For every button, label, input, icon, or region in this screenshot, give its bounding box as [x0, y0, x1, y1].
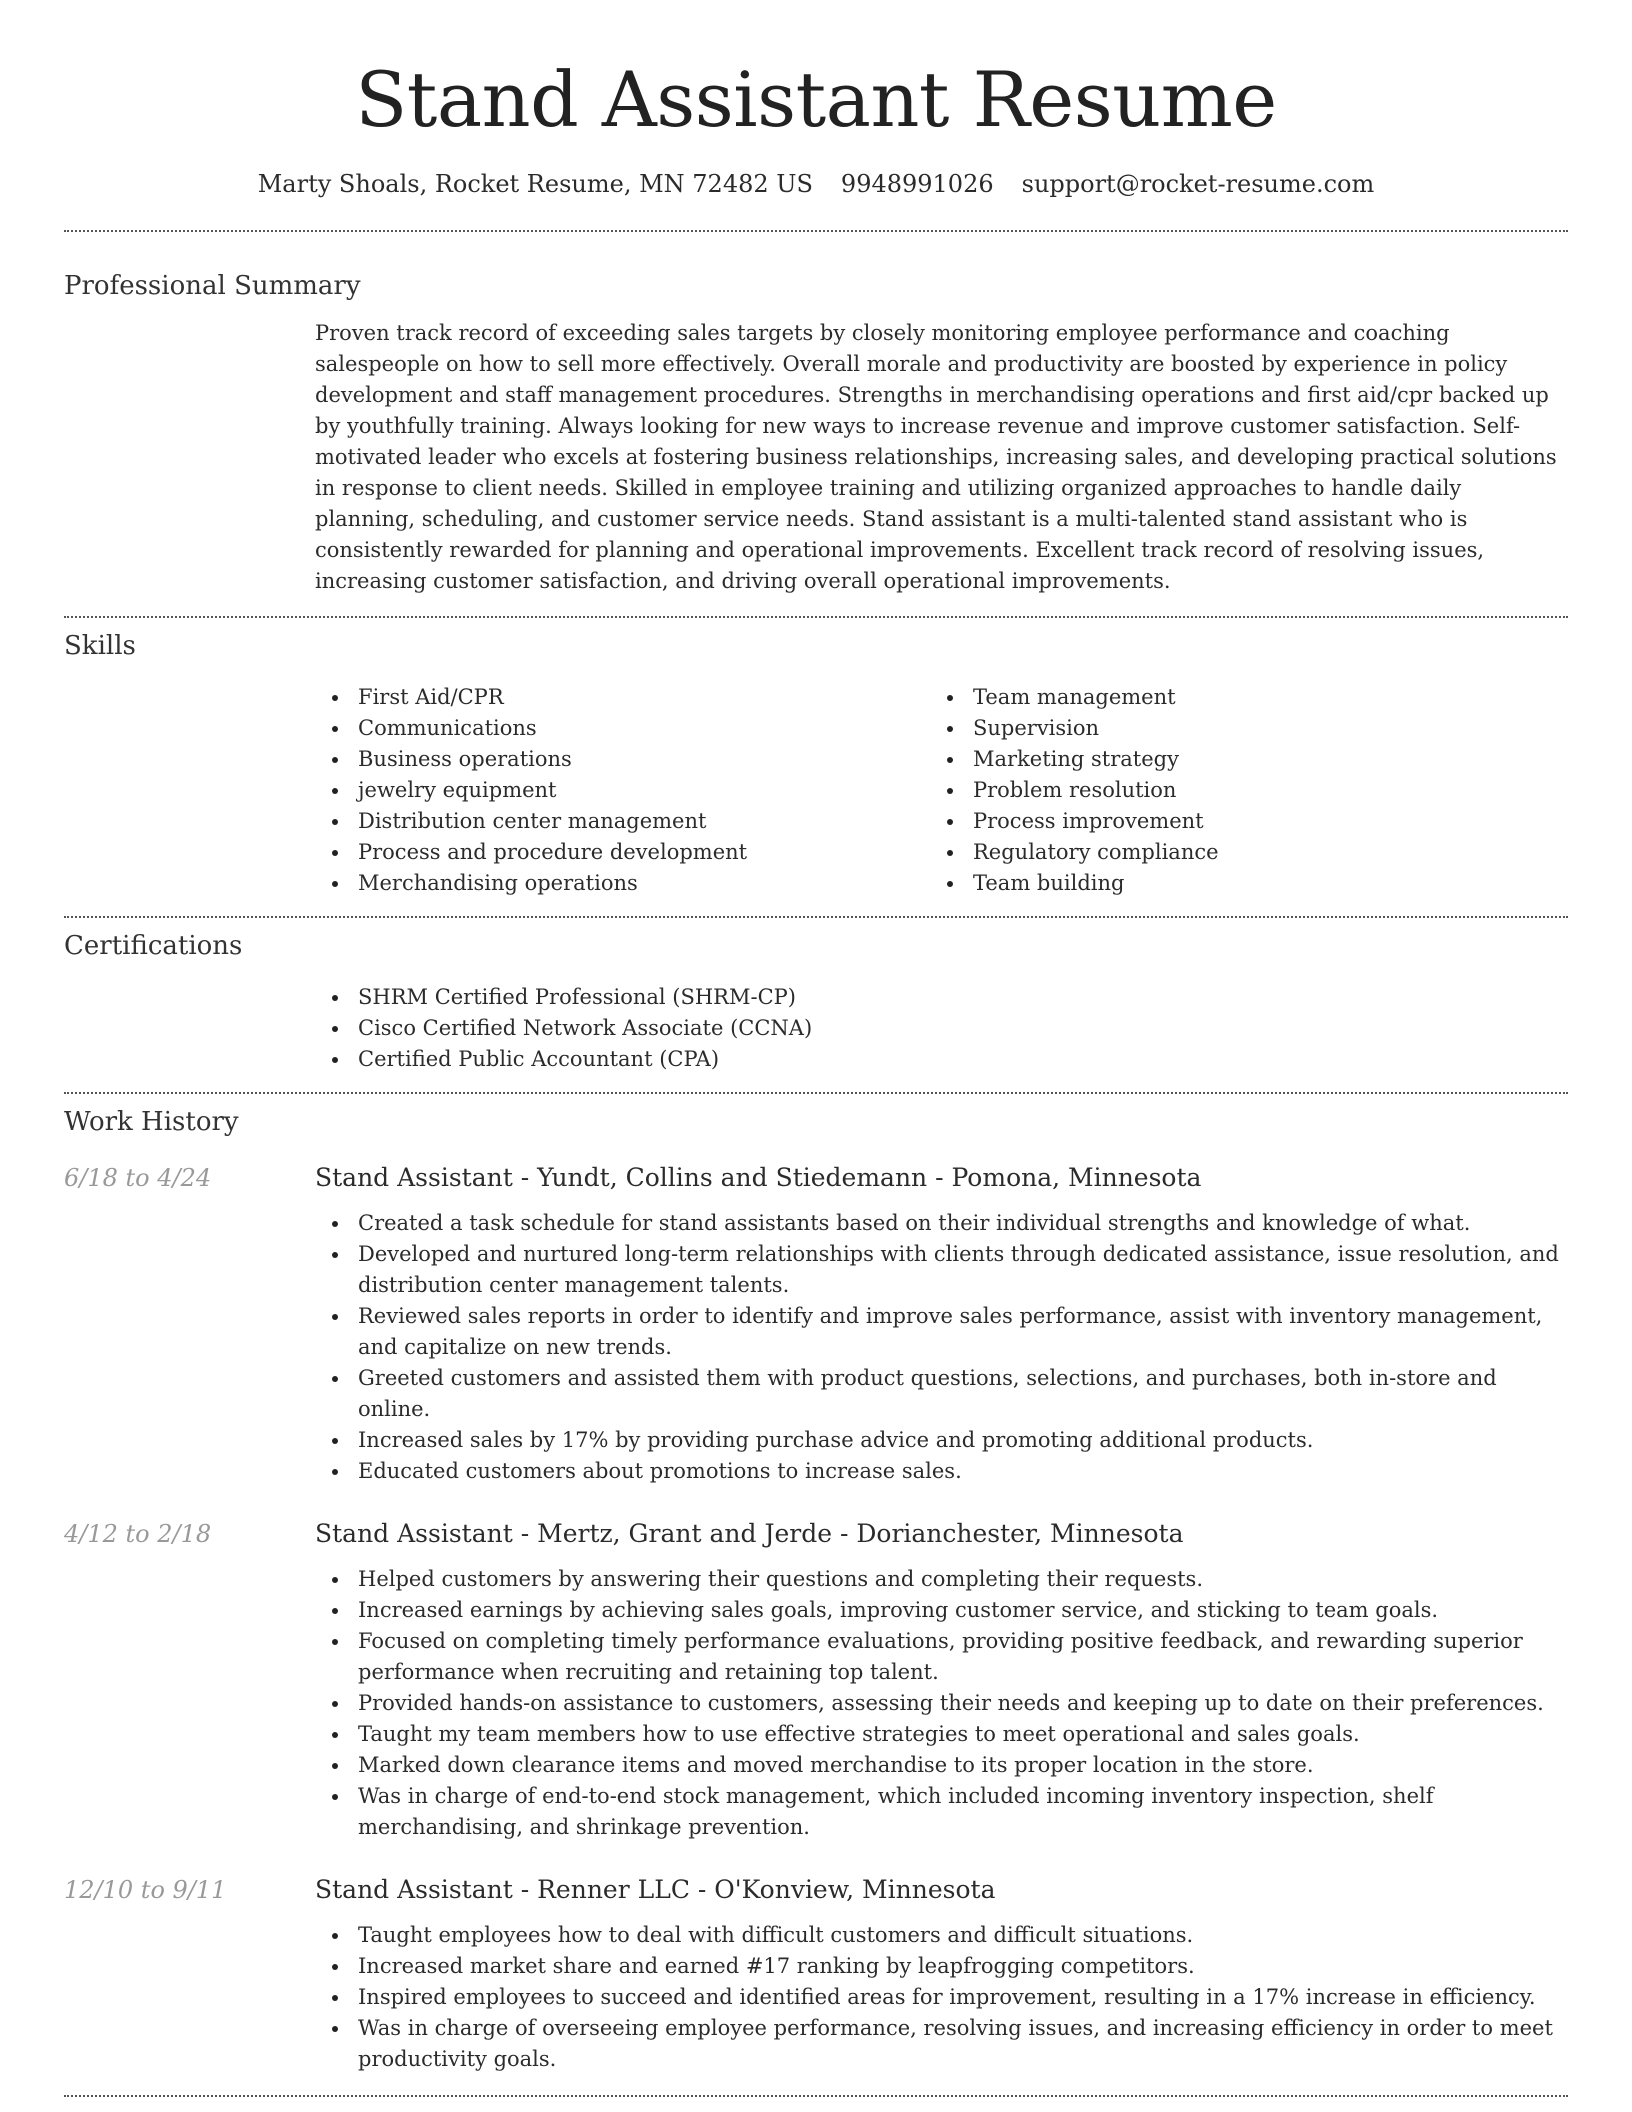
- skills-list-right: [930, 682, 1545, 899]
- job-entry: [64, 1873, 1568, 2075]
- certifications-heading: Certifications: [64, 931, 243, 961]
- job-bullet: Reviewed sales reports in order to identify and improve sales performance, assist with inventory management, and capitalize on new trends.: [315, 1301, 1568, 1363]
- certification-item: Certified Public Accountant (CPA): [315, 1044, 1568, 1075]
- job-bullets: [315, 1564, 1568, 1843]
- summary-section: [64, 268, 1568, 597]
- certifications-section: [64, 928, 1568, 1075]
- job-dates: 6/18 to 4/24: [64, 1164, 212, 1192]
- skill-item: Team management: [930, 682, 1545, 713]
- skill-item: Regulatory compliance: [930, 837, 1545, 868]
- skill-item: Marketing strategy: [930, 744, 1545, 775]
- certification-item: SHRM Certified Professional (SHRM-CP): [315, 982, 1568, 1013]
- divider: [64, 616, 1568, 618]
- certifications-list: [315, 982, 1568, 1075]
- job-dates: 12/10 to 9/11: [64, 1876, 227, 1904]
- job-bullets: [315, 1920, 1568, 2075]
- job-bullet: Was in charge of overseeing employee performance, resolving issues, and increasing efficiency in order to meet productivity goals.: [315, 2013, 1568, 2075]
- job-bullet: Marked down clearance items and moved merchandise to its proper location in the store.: [315, 1750, 1568, 1781]
- skill-item: Problem resolution: [930, 775, 1545, 806]
- skill-item: jewelry equipment: [315, 775, 930, 806]
- job-bullet: Was in charge of end-to-end stock management, which included incoming inventory inspection, shelf merchandising, and shrinkage prevention.: [315, 1781, 1568, 1843]
- job-bullet: Taught my team members how to use effective strategies to meet operational and sales goals.: [315, 1719, 1568, 1750]
- job-bullet: Created a task schedule for stand assistants based on their individual strengths and knowledge of what.: [315, 1208, 1568, 1239]
- work-history-heading: Work History: [64, 1107, 239, 1137]
- contact-phone: 9948991026: [840, 170, 994, 198]
- skill-item: Team building: [930, 868, 1545, 899]
- skill-item: Distribution center management: [315, 806, 930, 837]
- contact-line: [64, 168, 1568, 200]
- job-bullet: Increased market share and earned #17 ranking by leapfrogging competitors.: [315, 1951, 1568, 1982]
- skill-item: Merchandising operations: [315, 868, 930, 899]
- skills-heading: Skills: [64, 631, 136, 661]
- divider: [64, 916, 1568, 918]
- work-history-section: [64, 1104, 1568, 2075]
- job-bullet: Inspired employees to succeed and identified areas for improvement, resulting in a 17% increase in efficiency.: [315, 1982, 1568, 2013]
- job-entry: [64, 1517, 1568, 1843]
- resume-page: [64, 0, 1568, 2097]
- divider: [64, 2095, 1568, 2097]
- job-bullet: Educated customers about promotions to increase sales.: [315, 1456, 1568, 1487]
- divider: [64, 230, 1568, 232]
- contact-email[interactable]: support@rocket-resume.com: [1021, 170, 1375, 198]
- job-title: Stand Assistant - Mertz, Grant and Jerde - Dorianchester, Minnesota: [315, 1519, 1184, 1548]
- job-entry: [64, 1161, 1568, 1487]
- job-bullet: Helped customers by answering their questions and completing their requests.: [315, 1564, 1568, 1595]
- job-bullet: Developed and nurtured long-term relationships with clients through dedicated assistance, issue resolution, and distribution center management talents.: [315, 1239, 1568, 1301]
- certification-item: Cisco Certified Network Associate (CCNA): [315, 1013, 1568, 1044]
- skill-item: First Aid/CPR: [315, 682, 930, 713]
- job-title: Stand Assistant - Renner LLC - O'Konview, Minnesota: [315, 1875, 996, 1904]
- contact-address: Marty Shoals, Rocket Resume, MN 72482 US: [257, 170, 813, 198]
- job-dates: 4/12 to 2/18: [64, 1520, 212, 1548]
- summary-heading: Professional Summary: [64, 271, 361, 301]
- job-bullet: Taught employees how to deal with difficult customers and difficult situations.: [315, 1920, 1568, 1951]
- skill-item: Process improvement: [930, 806, 1545, 837]
- skill-item: Supervision: [930, 713, 1545, 744]
- divider: [64, 1092, 1568, 1094]
- job-bullets: [315, 1208, 1568, 1487]
- summary-text: Proven track record of exceeding sales targets by closely monitoring employee performance and coaching salespeople on how to sell more effectively. Overall morale and productivity are boosted by experience in policy development and staff management procedures. Strengths in merchandising operations and first aid/cpr backed up by youthfully training. Always looking for new ways to increase revenue and improve customer satisfaction. Self-motivated leader who excels at fostering business relationships, increasing sales, and developing practical solutions in response to client needs. Skilled in employee training and utilizing organized approaches to handle daily planning, scheduling, and customer service needs. Stand assistant is a multi-talented stand assistant who is consistently rewarded for planning and operational improvements. Excellent track record of resolving issues, increasing customer satisfaction, and driving overall operational improvements.: [315, 321, 1557, 593]
- job-bullet: Increased sales by 17% by providing purchase advice and promoting additional products.: [315, 1425, 1568, 1456]
- skill-item: Business operations: [315, 744, 930, 775]
- skills-columns: [315, 682, 1568, 899]
- skill-item: Communications: [315, 713, 930, 744]
- job-bullet: Increased earnings by achieving sales goals, improving customer service, and sticking to team goals.: [315, 1595, 1568, 1626]
- job-bullet: Focused on completing timely performance evaluations, providing positive feedback, and rewarding superior performance when recruiting and retaining top talent.: [315, 1626, 1568, 1688]
- job-bullet: Provided hands-on assistance to customers, assessing their needs and keeping up to date on their preferences.: [315, 1688, 1568, 1719]
- resume-title: Stand Assistant Resume: [355, 55, 1277, 144]
- job-title: Stand Assistant - Yundt, Collins and Stiedemann - Pomona, Minnesota: [315, 1163, 1202, 1192]
- skills-section: [64, 628, 1568, 899]
- skills-list-left: [315, 682, 930, 899]
- skill-item: Process and procedure development: [315, 837, 930, 868]
- job-bullet: Greeted customers and assisted them with product questions, selections, and purchases, both in-store and online.: [315, 1363, 1568, 1425]
